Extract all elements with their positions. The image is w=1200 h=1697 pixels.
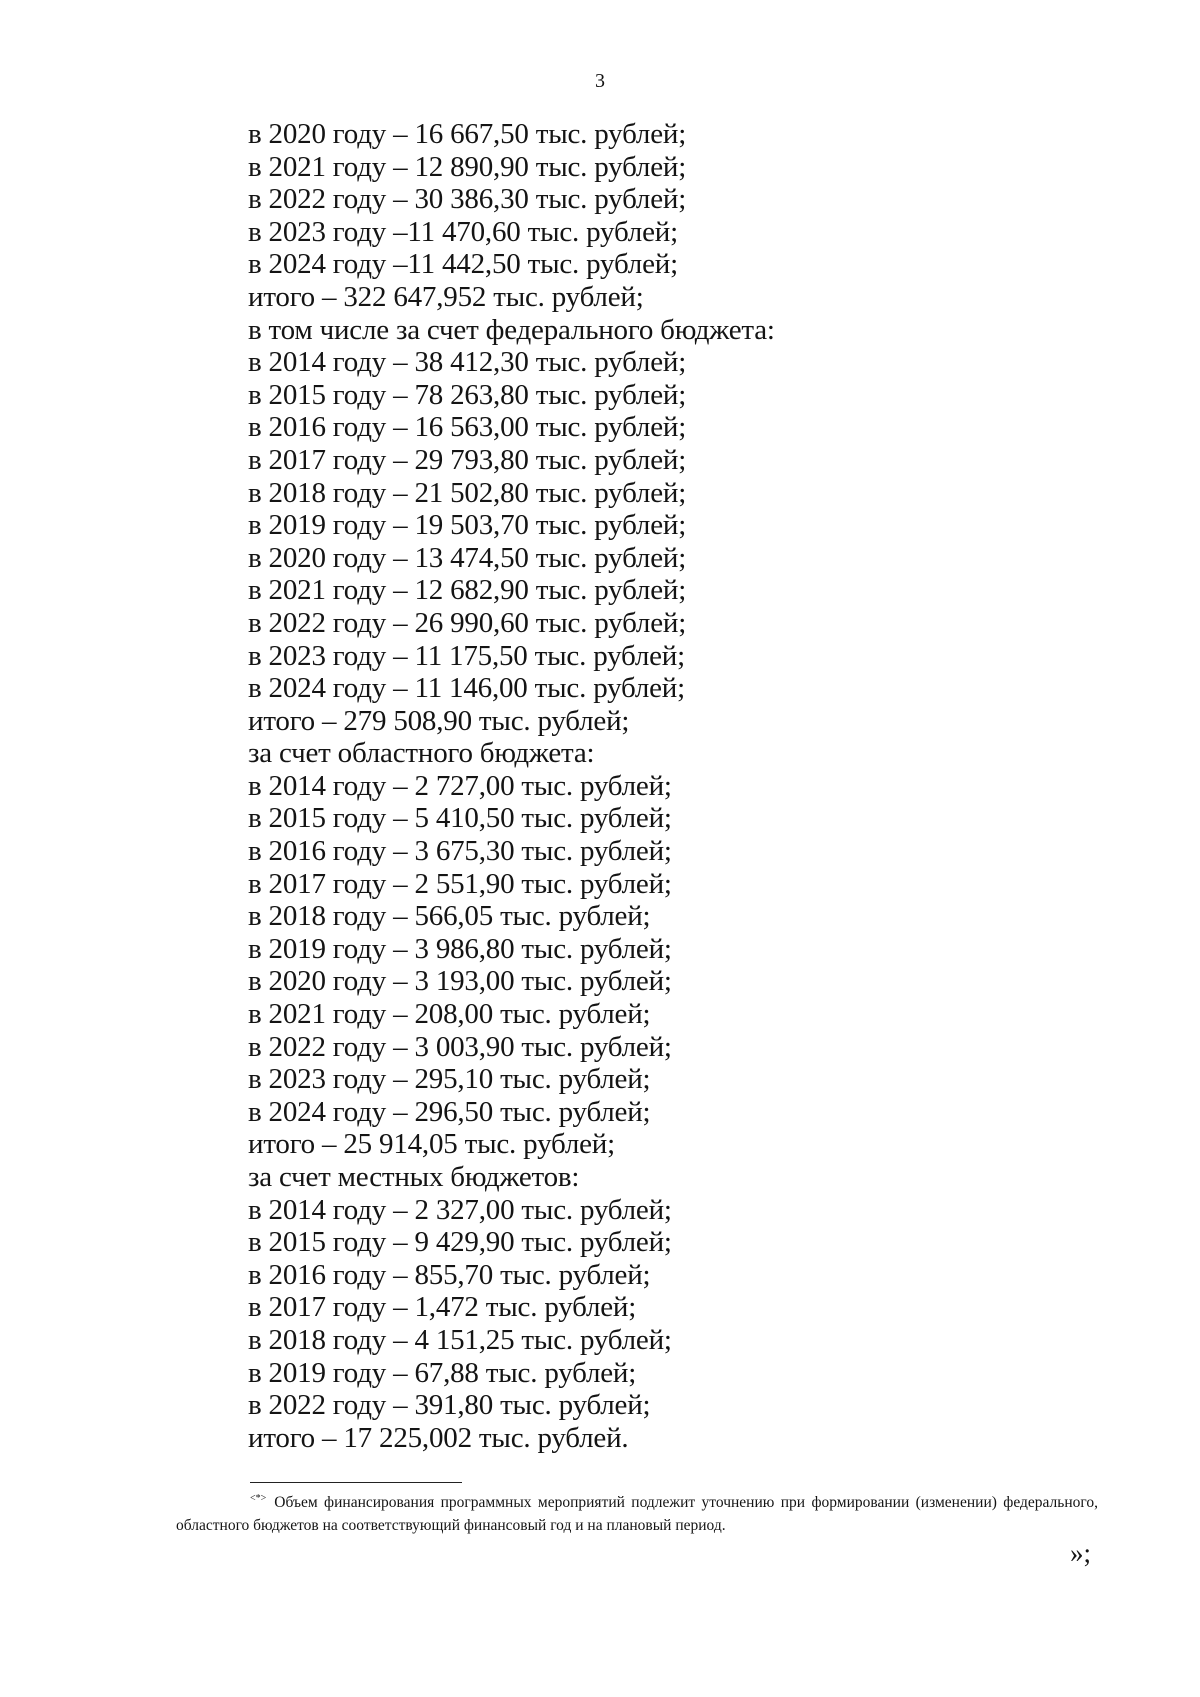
section-heading-local: за счет местных бюджетов: — [248, 1161, 580, 1193]
footnote-text: Объем финансирования программных мероприятий подлежит уточнению при формировании (изменении) федерального, областного бюджетов на соответствующий финансовый год и на плановый период. — [176, 1494, 1098, 1534]
funding-line: в 2023 году – 295,10 тыс. рублей; — [248, 1063, 651, 1096]
funding-line: в 2020 году – 3 193,00 тыс. рублей; — [248, 965, 672, 998]
funding-line: в 2020 году – 13 474,50 тыс. рублей; — [248, 541, 687, 574]
funding-line: в 2024 году –11 442,50 тыс. рублей; — [248, 248, 678, 281]
funding-line: в 2016 году – 16 563,00 тыс. рублей; — [248, 411, 687, 444]
total-line: итого – 17 225,002 тыс. рублей. — [248, 1421, 629, 1454]
funding-line: в 2021 году – 12 890,90 тыс. рублей; — [248, 150, 687, 183]
funding-line: в 2015 году – 5 410,50 тыс. рублей; — [248, 802, 672, 835]
funding-line: в 2014 году – 38 412,30 тыс. рублей; — [248, 346, 687, 379]
funding-line: в 2024 году – 11 146,00 тыс. рублей; — [248, 672, 685, 705]
funding-line: в 2015 году – 9 429,90 тыс. рублей; — [248, 1226, 672, 1259]
total-line: итого – 322 647,952 тыс. рублей; — [248, 280, 644, 313]
funding-line: в 2018 году – 4 151,25 тыс. рублей; — [248, 1323, 672, 1356]
funding-line: в 2015 году – 78 263,80 тыс. рублей; — [248, 378, 687, 411]
funding-line: в 2019 году – 67,88 тыс. рублей; — [248, 1356, 637, 1389]
funding-line: в 2014 году – 2 327,00 тыс. рублей; — [248, 1193, 672, 1226]
funding-line: в 2020 году – 16 667,50 тыс. рублей; — [248, 118, 687, 150]
funding-line: в 2022 году – 3 003,90 тыс. рублей; — [248, 1030, 672, 1063]
funding-line: в 2022 году – 30 386,30 тыс. рублей; — [248, 183, 687, 216]
funding-line: в 2022 году – 26 990,60 тыс. рублей; — [248, 606, 687, 639]
funding-line: в 2024 году – 296,50 тыс. рублей; — [248, 1095, 651, 1128]
funding-line: в 2016 году – 3 675,30 тыс. рублей; — [248, 835, 672, 868]
funding-lines-list — [248, 118, 1048, 1454]
footnote-divider — [250, 1482, 462, 1483]
section-heading-federal: в том числе за счет федерального бюджета: — [248, 313, 775, 346]
funding-line: в 2022 году – 391,80 тыс. рублей; — [248, 1389, 651, 1422]
funding-line: в 2017 году – 2 551,90 тыс. рублей; — [248, 867, 672, 900]
funding-line: в 2018 году – 21 502,80 тыс. рублей; — [248, 476, 687, 509]
funding-line: в 2017 году – 29 793,80 тыс. рублей; — [248, 443, 687, 476]
funding-line: в 2021 году – 208,00 тыс. рублей; — [248, 998, 651, 1031]
footnote-marker: <*> — [250, 1493, 267, 1504]
funding-line: в 2023 году –11 470,60 тыс. рублей; — [248, 215, 678, 248]
funding-line: в 2021 году – 12 682,90 тыс. рублей; — [248, 574, 687, 607]
funding-line: в 2018 году – 566,05 тыс. рублей; — [248, 900, 651, 933]
total-line: итого – 279 508,90 тыс. рублей; — [248, 704, 630, 737]
funding-line: в 2019 году – 3 986,80 тыс. рублей; — [248, 932, 672, 965]
page-number: 3 — [595, 70, 605, 92]
section-heading-regional: за счет областного бюджета: — [248, 737, 595, 770]
footnote — [176, 1487, 1098, 1537]
funding-line: в 2017 году – 1,472 тыс. рублей; — [248, 1291, 637, 1324]
closing-quote: »; — [1070, 1538, 1092, 1568]
total-line: итого – 25 914,05 тыс. рублей; — [248, 1128, 615, 1161]
funding-line: в 2019 году – 19 503,70 тыс. рублей; — [248, 509, 687, 542]
funding-line: в 2023 году – 11 175,50 тыс. рублей; — [248, 639, 685, 672]
funding-line: в 2016 году – 855,70 тыс. рублей; — [248, 1258, 651, 1291]
funding-line: в 2014 году – 2 727,00 тыс. рублей; — [248, 769, 672, 802]
